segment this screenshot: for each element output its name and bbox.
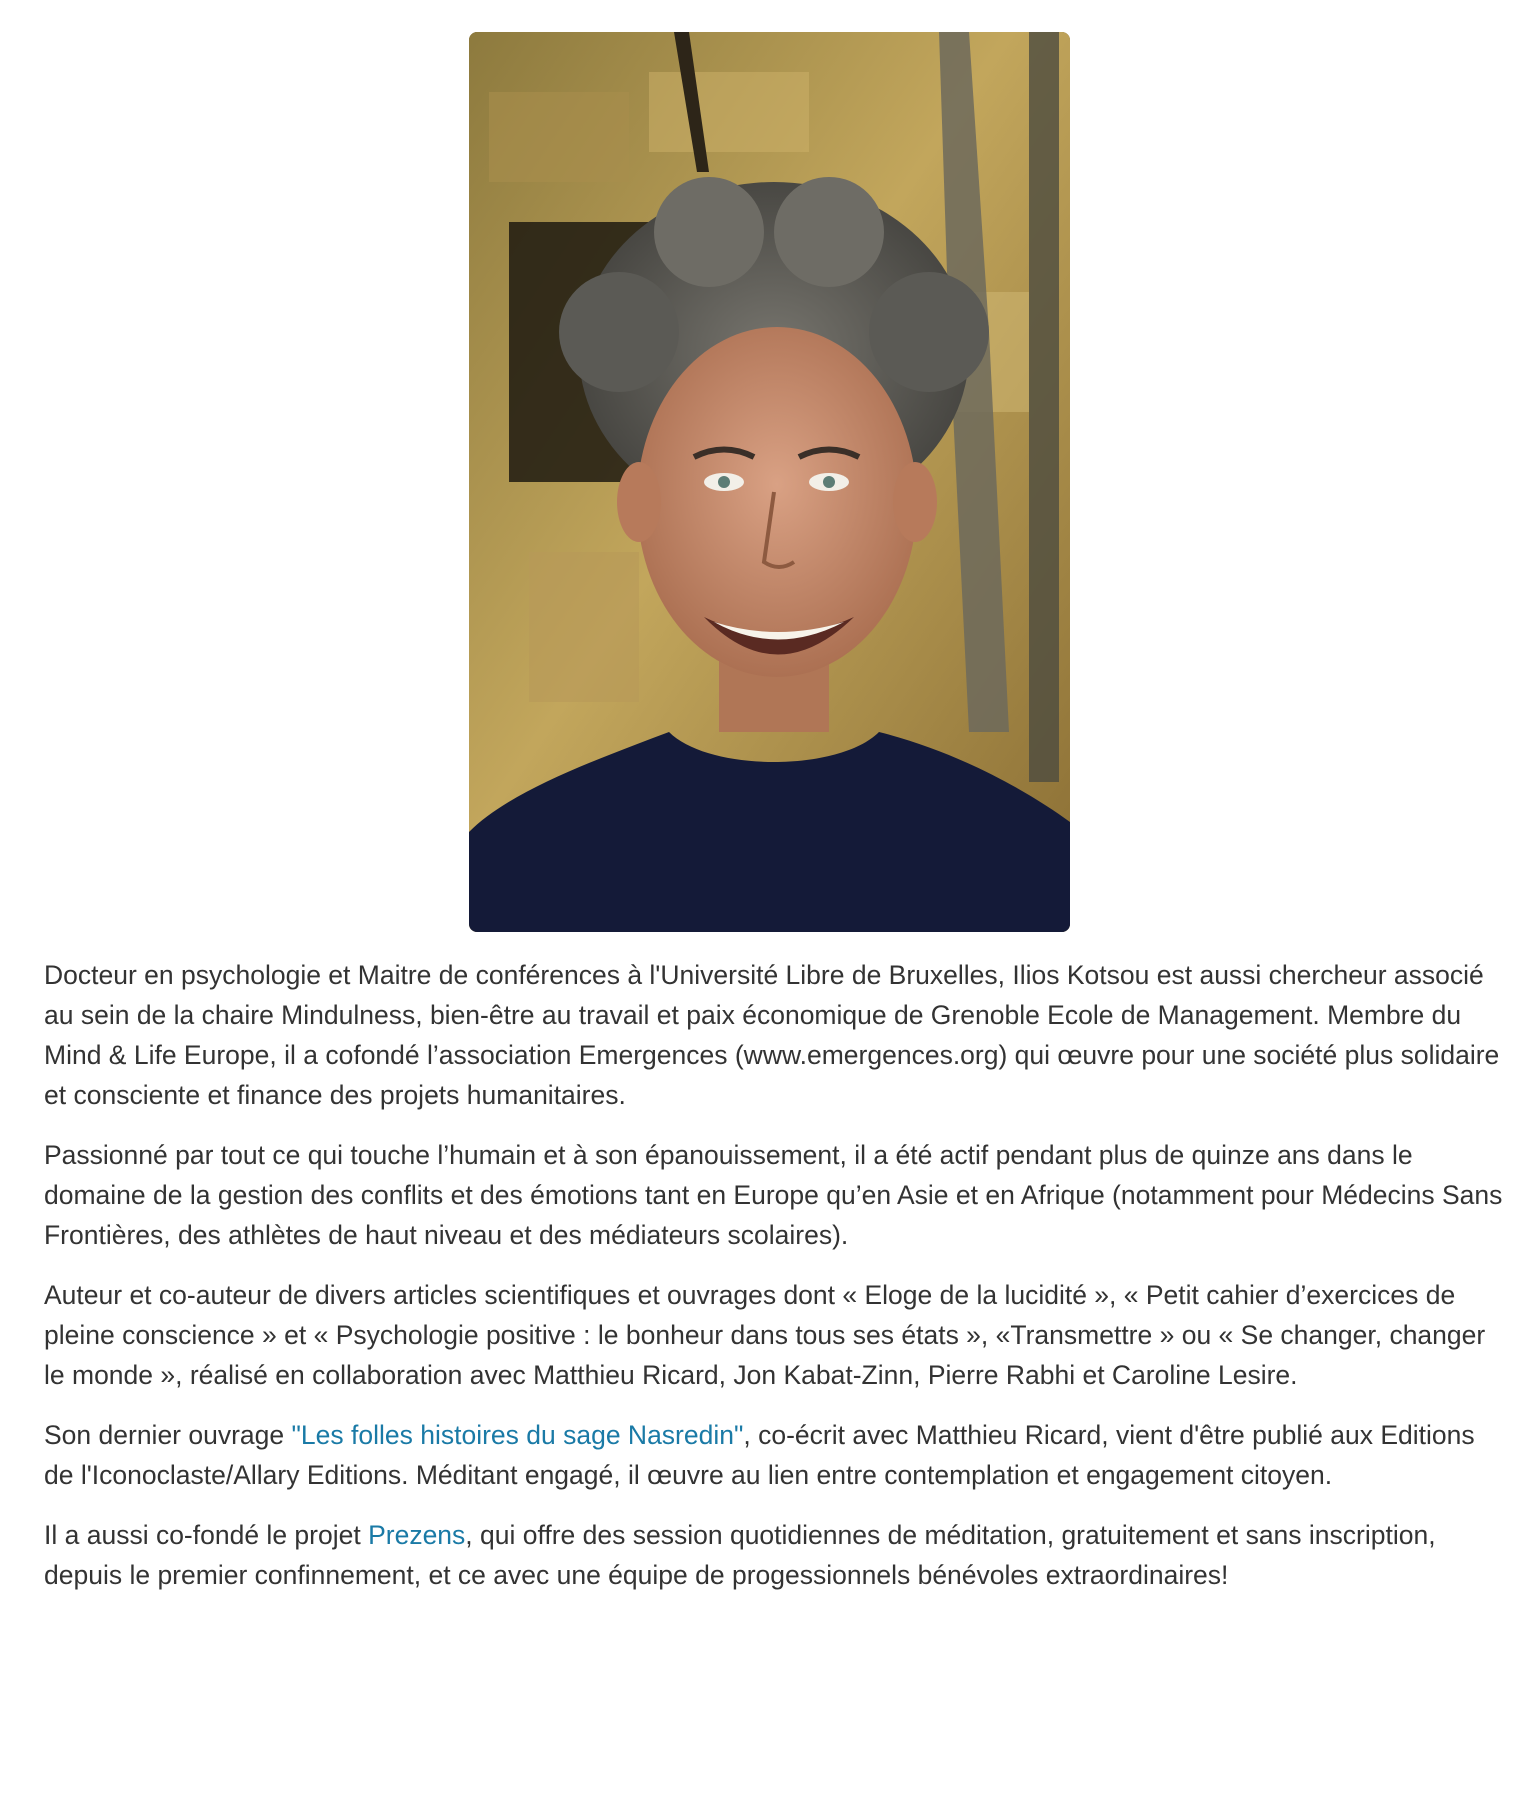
portrait-icon bbox=[469, 32, 1070, 932]
bio-paragraph-3: Auteur et co-auteur de divers articles scientifiques et ouvrages dont « Eloge de la lucidité », « Petit cahier d’exercices de pleine conscience » et « Psychologie positive : le bonheur dans tous ses états », «Transmettre » ou « Se changer, changer le monde », réalisé en collaboration avec Matthieu Ricard, Jon Kabat-Zinn, Pierre Rabhi et Caroline Lesire. bbox=[44, 1280, 1486, 1390]
portrait-photo bbox=[469, 32, 1070, 932]
bio-paragraph-1: Docteur en psychologie et Maitre de conférences à l'Université Libre de Bruxelles, Ilios Kotsou est aussi chercheur associé au sein de la chaire Mindulness, bien-être au travail et paix économique de Grenoble Ecole de Management. Membre du Mind & Life Europe, il a cofondé l’association Emergences (www.emergences.org) qui œuvre pour une société plus solidaire et consciente et finance des projets humanitaires. bbox=[44, 960, 1500, 1110]
bio-paragraph-5 bbox=[44, 1515, 1504, 1595]
bio-paragraph-4-before: Son dernier ouvrage bbox=[44, 1420, 292, 1450]
prezens-link[interactable]: Prezens bbox=[368, 1520, 466, 1550]
bio-paragraph-4 bbox=[44, 1415, 1504, 1495]
book-link-nasredin[interactable]: "Les folles histoires du sage Nasredin" bbox=[291, 1420, 744, 1450]
bio-paragraph-4-after: , co-écrit avec Matthieu Ricard, vient d'être publié aux Editions de l'Iconoclaste/Allary Editions. Méditant engagé, il œuvre au lien entre contemplation et engagement citoyen. bbox=[44, 1420, 1475, 1490]
bio-paragraph-5-after: , qui offre des session quotidiennes de méditation, gratuitement et sans inscription, depuis le premier confinnement, et ce avec une équipe de progessionnels bénévoles extraordinaires! bbox=[44, 1520, 1436, 1590]
bio-text bbox=[44, 955, 1504, 1615]
bio-paragraph-5-before: Il a aussi co-fondé le projet bbox=[44, 1520, 369, 1550]
bio-paragraph-2: Passionné par tout ce qui touche l’humain et à son épanouissement, il a été actif pendant plus de quinze ans dans le domaine de la gestion des conflits et des émotions tant en Europe qu’en Asie et en Afrique (notamment pour Médecins Sans Frontières, des athlètes de haut niveau et des médiateurs scolaires). bbox=[44, 1140, 1503, 1250]
